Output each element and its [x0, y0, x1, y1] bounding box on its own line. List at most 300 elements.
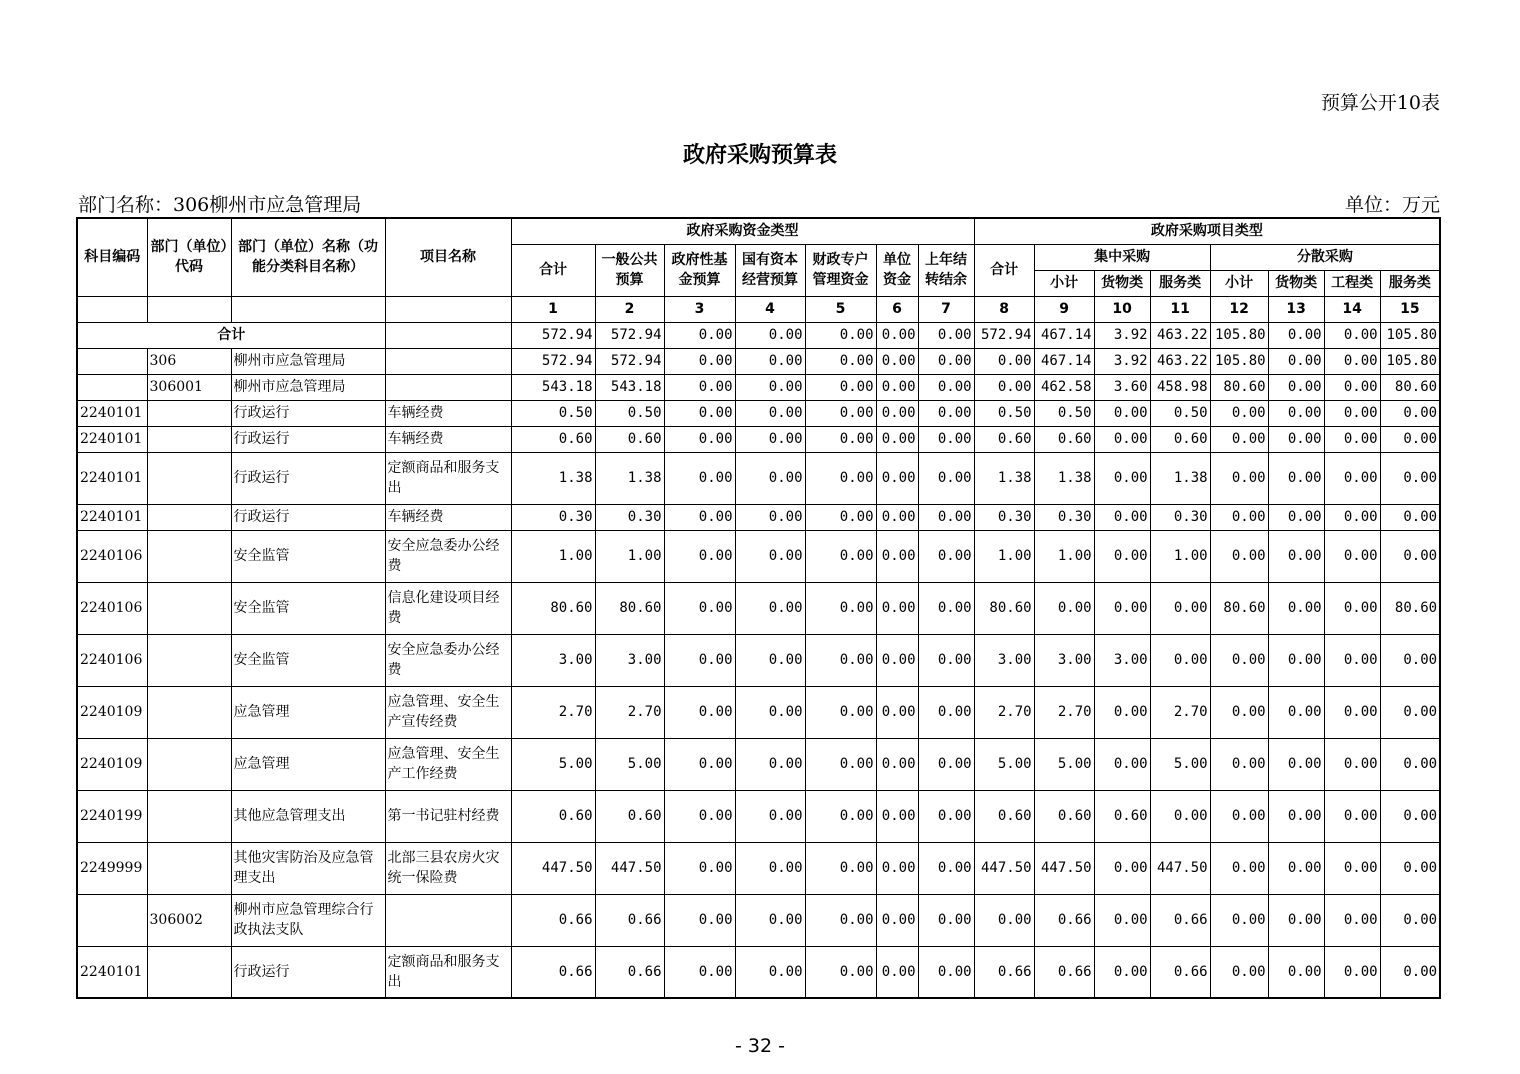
cell-amount: 0.00: [1380, 790, 1440, 842]
cell-amount: 0.00: [918, 842, 974, 894]
cell-dept-code: [147, 842, 231, 894]
page-title: 政府采购预算表: [682, 143, 837, 168]
cell-amount: 0.00: [918, 400, 974, 426]
cell-dept-name: 安全监管: [231, 582, 385, 634]
cell-project-name: [385, 894, 511, 946]
table-row: [77, 504, 1440, 530]
cell-amount: 0.00: [918, 530, 974, 582]
cell-subject-code: 2240101: [77, 426, 147, 452]
table-row: [77, 426, 1440, 452]
cell-amount: 80.60: [1210, 582, 1268, 634]
cell-amount: 0.00: [735, 426, 805, 452]
cell-project-name: [385, 374, 511, 400]
cell-subject-code: 2240106: [77, 634, 147, 686]
cell-dept-code: [147, 400, 231, 426]
cell-amount: 447.50: [974, 842, 1034, 894]
cell-amount: 0.00: [1210, 400, 1268, 426]
cell-amount: 0.00: [974, 348, 1034, 374]
total-cell: 572.94: [974, 322, 1034, 348]
cell-project-name: 车辆经费: [385, 400, 511, 426]
cell-amount: 0.00: [1094, 894, 1150, 946]
cell-amount: 0.00: [1094, 452, 1150, 504]
cell-amount: 0.00: [1380, 426, 1440, 452]
cell-amount: 0.00: [664, 894, 735, 946]
cell-project-name: [385, 348, 511, 374]
cell-amount: 0.00: [1324, 842, 1380, 894]
cell-dept-name: 柳州市应急管理局: [231, 348, 385, 374]
cell-amount: 0.00: [1094, 530, 1150, 582]
cell-amount: 1.38: [1150, 452, 1210, 504]
total-label: 合计: [77, 322, 385, 348]
table-row: [77, 374, 1440, 400]
cell-amount: 0.66: [511, 946, 595, 998]
cell-amount: 0.00: [805, 400, 876, 426]
cell-amount: 0.60: [595, 426, 664, 452]
cell-subject-code: 2240106: [77, 582, 147, 634]
cell-amount: 0.50: [1034, 400, 1094, 426]
cell-amount: 543.18: [595, 374, 664, 400]
cell-amount: 0.00: [735, 530, 805, 582]
cell-amount: 0.00: [735, 504, 805, 530]
cell-amount: 0.00: [876, 426, 918, 452]
cell-amount: 0.00: [664, 842, 735, 894]
cell-amount: 0.30: [974, 504, 1034, 530]
cell-amount: 0.00: [918, 582, 974, 634]
cell-amount: 0.00: [918, 504, 974, 530]
header-dispersed-group: 分散采购: [1210, 244, 1440, 270]
cell-amount: 0.00: [805, 790, 876, 842]
table-row: [77, 452, 1440, 504]
table-row: [77, 634, 1440, 686]
cell-amount: 2.70: [511, 686, 595, 738]
cell-dept-code: [147, 686, 231, 738]
cell-subject-code: 2249999: [77, 842, 147, 894]
header-dispersed-engineering: 工程类: [1324, 270, 1380, 296]
cell-amount: 0.00: [1268, 582, 1324, 634]
cell-dept-code: 306: [147, 348, 231, 374]
cell-amount: 3.00: [595, 634, 664, 686]
cell-amount: 80.60: [1380, 374, 1440, 400]
cell-amount: 105.80: [1380, 348, 1440, 374]
cell-amount: 0.00: [1210, 686, 1268, 738]
cell-amount: 0.00: [735, 894, 805, 946]
cell-amount: 543.18: [511, 374, 595, 400]
cell-amount: 0.00: [876, 686, 918, 738]
cell-amount: 0.00: [664, 400, 735, 426]
cell-amount: 0.00: [1380, 400, 1440, 426]
header-dispersed-goods: 货物类: [1268, 270, 1324, 296]
header-dispersed-subtotal: 小计: [1210, 270, 1268, 296]
cell-dept-code: [147, 504, 231, 530]
cell-amount: 0.00: [876, 504, 918, 530]
header-dept-code: 部门（单位）代码: [147, 218, 231, 296]
cell-amount: 0.00: [805, 634, 876, 686]
header-project-name: 项目名称: [385, 218, 511, 296]
cell-amount: 0.00: [664, 504, 735, 530]
cell-dept-code: [147, 530, 231, 582]
cell-amount: 3.00: [974, 634, 1034, 686]
cell-amount: 0.00: [1268, 452, 1324, 504]
header-fund-special: 财政专户管理资金: [805, 244, 876, 296]
table-row: [77, 686, 1440, 738]
cell-dept-name: 行政运行: [231, 946, 385, 998]
cell-dept-code: [147, 738, 231, 790]
header-project-type-group: 政府采购项目类型: [974, 218, 1440, 244]
cell-amount: 0.00: [918, 894, 974, 946]
cell-amount: 0.00: [1210, 842, 1268, 894]
cell-dept-name: 行政运行: [231, 426, 385, 452]
table-row: [77, 348, 1440, 374]
total-cell: 463.22: [1150, 322, 1210, 348]
cell-amount: 0.00: [664, 530, 735, 582]
cell-dept-name: 安全监管: [231, 530, 385, 582]
cell-amount: 467.14: [1034, 348, 1094, 374]
cell-amount: 0.00: [805, 530, 876, 582]
cell-amount: 0.60: [1034, 790, 1094, 842]
cell-amount: 0.50: [511, 400, 595, 426]
cell-amount: 80.60: [974, 582, 1034, 634]
column-number: 1: [511, 296, 595, 322]
cell-amount: 0.66: [511, 894, 595, 946]
cell-amount: 0.00: [805, 374, 876, 400]
cell-amount: 0.00: [1324, 790, 1380, 842]
cell-amount: 0.00: [1380, 452, 1440, 504]
cell-amount: 0.00: [1094, 582, 1150, 634]
cell-amount: 447.50: [595, 842, 664, 894]
total-cell: 0.00: [876, 322, 918, 348]
column-number-blank: [147, 296, 231, 322]
column-number: 4: [735, 296, 805, 322]
cell-dept-name: 其他灾害防治及应急管理支出: [231, 842, 385, 894]
cell-amount: 0.00: [1210, 530, 1268, 582]
cell-amount: 0.00: [1380, 738, 1440, 790]
cell-amount: 0.00: [876, 946, 918, 998]
cell-amount: 0.30: [1034, 504, 1094, 530]
cell-amount: 0.00: [1268, 374, 1324, 400]
cell-amount: 0.00: [1150, 582, 1210, 634]
cell-amount: 0.00: [1210, 894, 1268, 946]
cell-amount: 0.00: [735, 842, 805, 894]
cell-amount: 0.00: [1324, 452, 1380, 504]
procurement-budget-table: [76, 217, 1441, 999]
table-row: [77, 946, 1440, 998]
cell-project-name: 安全应急委办公经费: [385, 634, 511, 686]
table-row: [77, 790, 1440, 842]
header-dispersed-services: 服务类: [1380, 270, 1440, 296]
cell-amount: 0.00: [876, 894, 918, 946]
cell-amount: 572.94: [595, 348, 664, 374]
cell-project-name: 车辆经费: [385, 504, 511, 530]
cell-amount: 0.60: [1094, 790, 1150, 842]
cell-amount: 80.60: [595, 582, 664, 634]
cell-amount: 1.38: [1034, 452, 1094, 504]
cell-amount: 0.00: [1324, 374, 1380, 400]
cell-amount: 0.60: [974, 426, 1034, 452]
cell-amount: 0.00: [1210, 946, 1268, 998]
cell-subject-code: [77, 374, 147, 400]
cell-amount: 0.00: [664, 686, 735, 738]
cell-dept-name: 行政运行: [231, 504, 385, 530]
cell-amount: 0.00: [918, 946, 974, 998]
column-number: 2: [595, 296, 664, 322]
column-number: 14: [1324, 296, 1380, 322]
cell-amount: 0.00: [1268, 894, 1324, 946]
cell-amount: 0.00: [1268, 348, 1324, 374]
cell-amount: 0.00: [1210, 426, 1268, 452]
cell-amount: 0.00: [1380, 504, 1440, 530]
cell-subject-code: 2240106: [77, 530, 147, 582]
department-label: 部门名称：306柳州市应急管理局: [78, 194, 362, 216]
cell-amount: 80.60: [1210, 374, 1268, 400]
cell-amount: 0.00: [1324, 504, 1380, 530]
column-number: 5: [805, 296, 876, 322]
cell-amount: 447.50: [1034, 842, 1094, 894]
cell-amount: 0.00: [664, 426, 735, 452]
cell-amount: 1.38: [974, 452, 1034, 504]
cell-amount: 0.00: [735, 582, 805, 634]
column-number: 11: [1150, 296, 1210, 322]
header-fund-carryover: 上年结转结余: [918, 244, 974, 296]
cell-amount: 0.60: [1034, 426, 1094, 452]
total-cell: 0.00: [805, 322, 876, 348]
cell-dept-code: 306002: [147, 894, 231, 946]
cell-amount: 0.00: [1380, 686, 1440, 738]
cell-amount: 0.00: [664, 634, 735, 686]
cell-project-name: 应急管理、安全生产宣传经费: [385, 686, 511, 738]
cell-amount: 0.00: [805, 842, 876, 894]
header-fund-total: 合计: [511, 244, 595, 296]
cell-amount: 0.00: [1094, 738, 1150, 790]
table-body: [77, 322, 1440, 998]
cell-amount: 2.70: [1034, 686, 1094, 738]
cell-amount: 0.00: [1324, 634, 1380, 686]
table-row: [77, 738, 1440, 790]
cell-amount: 0.00: [1324, 400, 1380, 426]
cell-amount: 0.00: [664, 946, 735, 998]
cell-amount: 0.00: [735, 452, 805, 504]
cell-amount: 0.00: [1380, 946, 1440, 998]
cell-amount: 0.00: [1268, 634, 1324, 686]
cell-amount: 447.50: [511, 842, 595, 894]
cell-amount: 0.60: [974, 790, 1034, 842]
cell-amount: 0.00: [805, 504, 876, 530]
table-row: [77, 842, 1440, 894]
cell-amount: 0.00: [664, 738, 735, 790]
cell-amount: 0.00: [1324, 946, 1380, 998]
cell-amount: 572.94: [511, 348, 595, 374]
cell-amount: 0.00: [805, 426, 876, 452]
cell-amount: 80.60: [511, 582, 595, 634]
cell-amount: 5.00: [511, 738, 595, 790]
column-number: 9: [1034, 296, 1094, 322]
cell-amount: 0.00: [1324, 894, 1380, 946]
cell-amount: 0.00: [735, 400, 805, 426]
cell-amount: 0.00: [876, 400, 918, 426]
total-cell: 0.00: [735, 322, 805, 348]
cell-amount: 447.50: [1150, 842, 1210, 894]
cell-amount: 0.00: [1150, 634, 1210, 686]
total-cell: 0.00: [1268, 322, 1324, 348]
cell-amount: 3.60: [1094, 374, 1150, 400]
table-row: [77, 894, 1440, 946]
cell-amount: 0.00: [918, 452, 974, 504]
form-id: 预算公开10表: [1320, 92, 1440, 114]
cell-amount: 0.00: [876, 842, 918, 894]
cell-amount: 5.00: [1150, 738, 1210, 790]
header-proj-total: 合计: [974, 244, 1034, 296]
cell-amount: 105.80: [1210, 348, 1268, 374]
cell-subject-code: 2240101: [77, 504, 147, 530]
cell-amount: 0.00: [1094, 686, 1150, 738]
header-central-services: 服务类: [1150, 270, 1210, 296]
cell-amount: 0.00: [1268, 686, 1324, 738]
cell-dept-name: 柳州市应急管理局: [231, 374, 385, 400]
cell-amount: 2.70: [595, 686, 664, 738]
cell-amount: 0.00: [1150, 790, 1210, 842]
cell-amount: 0.00: [1094, 842, 1150, 894]
cell-project-name: 应急管理、安全生产工作经费: [385, 738, 511, 790]
cell-amount: 0.00: [805, 348, 876, 374]
cell-amount: 0.00: [876, 790, 918, 842]
cell-amount: 0.00: [735, 946, 805, 998]
cell-amount: 0.00: [1268, 504, 1324, 530]
cell-dept-name: 行政运行: [231, 452, 385, 504]
cell-amount: 0.00: [735, 348, 805, 374]
cell-amount: 0.00: [1210, 790, 1268, 842]
cell-amount: 0.00: [1268, 738, 1324, 790]
cell-amount: 0.60: [1150, 426, 1210, 452]
cell-amount: 0.00: [805, 582, 876, 634]
cell-amount: 462.58: [1034, 374, 1094, 400]
cell-amount: 0.66: [595, 894, 664, 946]
cell-amount: 80.60: [1380, 582, 1440, 634]
cell-amount: 1.00: [974, 530, 1034, 582]
cell-amount: 0.66: [1150, 894, 1210, 946]
cell-amount: 0.00: [1380, 634, 1440, 686]
column-number: 6: [876, 296, 918, 322]
cell-amount: 0.00: [664, 790, 735, 842]
cell-subject-code: [77, 348, 147, 374]
column-number: 15: [1380, 296, 1440, 322]
cell-amount: 0.00: [735, 738, 805, 790]
cell-amount: 3.00: [1034, 634, 1094, 686]
cell-dept-code: [147, 426, 231, 452]
cell-project-name: 车辆经费: [385, 426, 511, 452]
cell-project-name: 北部三县农房火灾统一保险费: [385, 842, 511, 894]
column-number-blank: [385, 296, 511, 322]
table-row: [77, 530, 1440, 582]
total-cell: 0.00: [1324, 322, 1380, 348]
header-central-goods: 货物类: [1094, 270, 1150, 296]
cell-amount: 0.00: [1210, 634, 1268, 686]
column-number: 12: [1210, 296, 1268, 322]
cell-amount: 0.30: [511, 504, 595, 530]
cell-project-name: 定额商品和服务支出: [385, 946, 511, 998]
cell-amount: 3.92: [1094, 348, 1150, 374]
cell-dept-name: 柳州市应急管理综合行政执法支队: [231, 894, 385, 946]
cell-dept-code: [147, 582, 231, 634]
header-dept-name: 部门（单位）名称（功能分类科目名称）: [231, 218, 385, 296]
total-cell: 105.80: [1210, 322, 1268, 348]
cell-amount: 0.00: [876, 738, 918, 790]
cell-subject-code: 2240199: [77, 790, 147, 842]
total-cell: 572.94: [595, 322, 664, 348]
cell-amount: 3.00: [511, 634, 595, 686]
total-cell: 467.14: [1034, 322, 1094, 348]
cell-amount: 3.00: [1094, 634, 1150, 686]
cell-amount: 0.00: [805, 452, 876, 504]
cell-amount: 0.00: [1324, 348, 1380, 374]
cell-amount: 0.00: [918, 686, 974, 738]
cell-amount: 0.00: [735, 790, 805, 842]
cell-amount: 0.00: [1380, 894, 1440, 946]
cell-amount: 0.66: [1034, 946, 1094, 998]
cell-subject-code: 2240109: [77, 686, 147, 738]
cell-amount: 0.66: [1150, 946, 1210, 998]
cell-amount: 0.66: [595, 946, 664, 998]
column-number: 8: [974, 296, 1034, 322]
cell-dept-name: 行政运行: [231, 400, 385, 426]
cell-amount: 0.00: [1324, 426, 1380, 452]
header-fund-unit: 单位资金: [876, 244, 918, 296]
cell-amount: 0.00: [918, 374, 974, 400]
cell-amount: 1.00: [1150, 530, 1210, 582]
total-cell: 105.80: [1380, 322, 1440, 348]
cell-amount: 0.00: [664, 348, 735, 374]
cell-amount: 1.00: [511, 530, 595, 582]
cell-dept-name: 应急管理: [231, 686, 385, 738]
total-cell: 0.00: [918, 322, 974, 348]
cell-amount: 0.00: [918, 634, 974, 686]
cell-subject-code: 2240101: [77, 400, 147, 426]
cell-amount: 0.00: [1380, 530, 1440, 582]
cell-amount: 2.70: [974, 686, 1034, 738]
cell-amount: 0.00: [1210, 738, 1268, 790]
cell-amount: 0.00: [974, 374, 1034, 400]
column-number: 7: [918, 296, 974, 322]
cell-amount: 0.00: [1324, 738, 1380, 790]
cell-amount: 463.22: [1150, 348, 1210, 374]
column-number-blank: [77, 296, 147, 322]
cell-amount: 0.00: [1380, 842, 1440, 894]
cell-amount: 0.00: [1210, 504, 1268, 530]
total-row: [77, 322, 1440, 348]
header-fund-state-capital: 国有资本经营预算: [735, 244, 805, 296]
cell-amount: 1.38: [511, 452, 595, 504]
cell-amount: 0.60: [511, 790, 595, 842]
cell-amount: 1.00: [1034, 530, 1094, 582]
cell-amount: 0.00: [876, 374, 918, 400]
cell-amount: 0.00: [918, 348, 974, 374]
unit-label: 单位：万元: [1344, 194, 1440, 216]
cell-subject-code: 2240101: [77, 946, 147, 998]
table-row: [77, 582, 1440, 634]
cell-amount: 0.00: [1094, 504, 1150, 530]
cell-amount: 0.00: [918, 790, 974, 842]
cell-amount: 0.00: [1324, 582, 1380, 634]
column-number: 13: [1268, 296, 1324, 322]
cell-amount: 1.38: [595, 452, 664, 504]
cell-amount: 0.00: [805, 686, 876, 738]
cell-amount: 0.00: [1268, 426, 1324, 452]
cell-amount: 0.00: [1034, 582, 1094, 634]
cell-amount: 0.30: [595, 504, 664, 530]
cell-amount: 0.00: [805, 738, 876, 790]
cell-amount: 0.00: [735, 374, 805, 400]
cell-amount: 0.00: [1210, 452, 1268, 504]
cell-amount: 0.00: [1324, 686, 1380, 738]
header-central-subtotal: 小计: [1034, 270, 1094, 296]
